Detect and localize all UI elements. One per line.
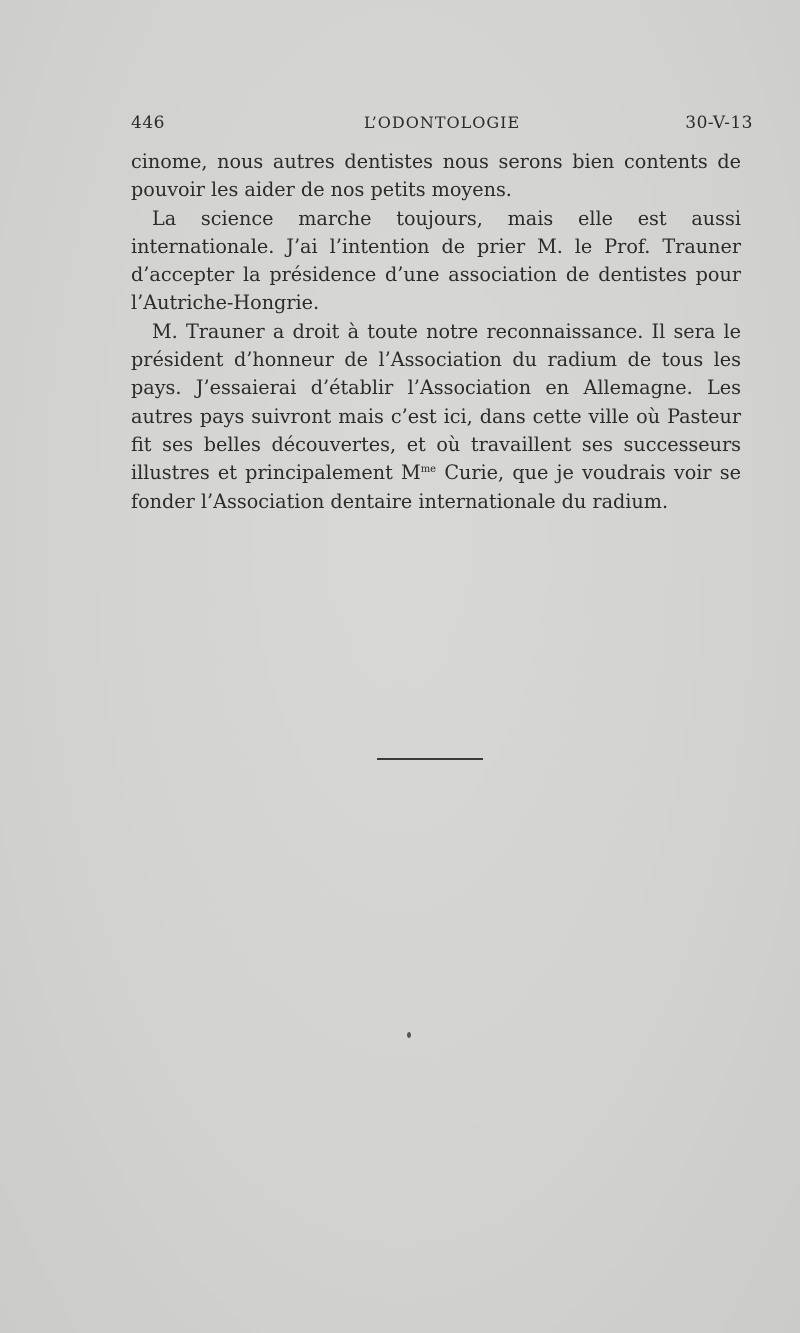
- issue-date: 30-V-13: [685, 113, 753, 133]
- section-end-rule: [377, 758, 483, 760]
- body-text: [131, 148, 741, 516]
- paragraph-text: cinome, nous autres dentistes nous serons bien contents de pouvoir les aider de nos petits moyens.: [131, 150, 741, 202]
- journal-title: L’ODONTOLOGIE: [363, 113, 521, 132]
- paragraph-continuation: [131, 148, 741, 205]
- paragraph-science: [131, 205, 741, 318]
- running-header: [131, 113, 753, 143]
- paragraph-text: M. Trauner a droit à toute notre reconnaissance. Il sera le président d’honneur de l’Association du radium de tous les pays. J’essaierai d’établir l’Association en Allemagne. Les autres pays suivront mais c’est ici, dans cette ville où Pasteur fit ses belles découvertes, et où travaillent ses successeurs illustres et principalement M: [131, 319, 741, 485]
- paragraph-trauner: [131, 318, 741, 516]
- paragraph-text: La science marche toujours, mais elle est aussi internationale. J’ai l’intention de prier M. le Prof. Trauner d’accepter la présidence d’une association de dentistes pour l’Autriche-Hongrie.: [131, 206, 741, 315]
- superscript-abbrev: me: [420, 464, 437, 476]
- paragraph-text-end: Curie, que je voudrais voir se fonder l’Association dentaire internationale du radium.: [131, 461, 741, 513]
- paper-speck: [407, 1032, 411, 1038]
- page-number: 446: [131, 113, 165, 133]
